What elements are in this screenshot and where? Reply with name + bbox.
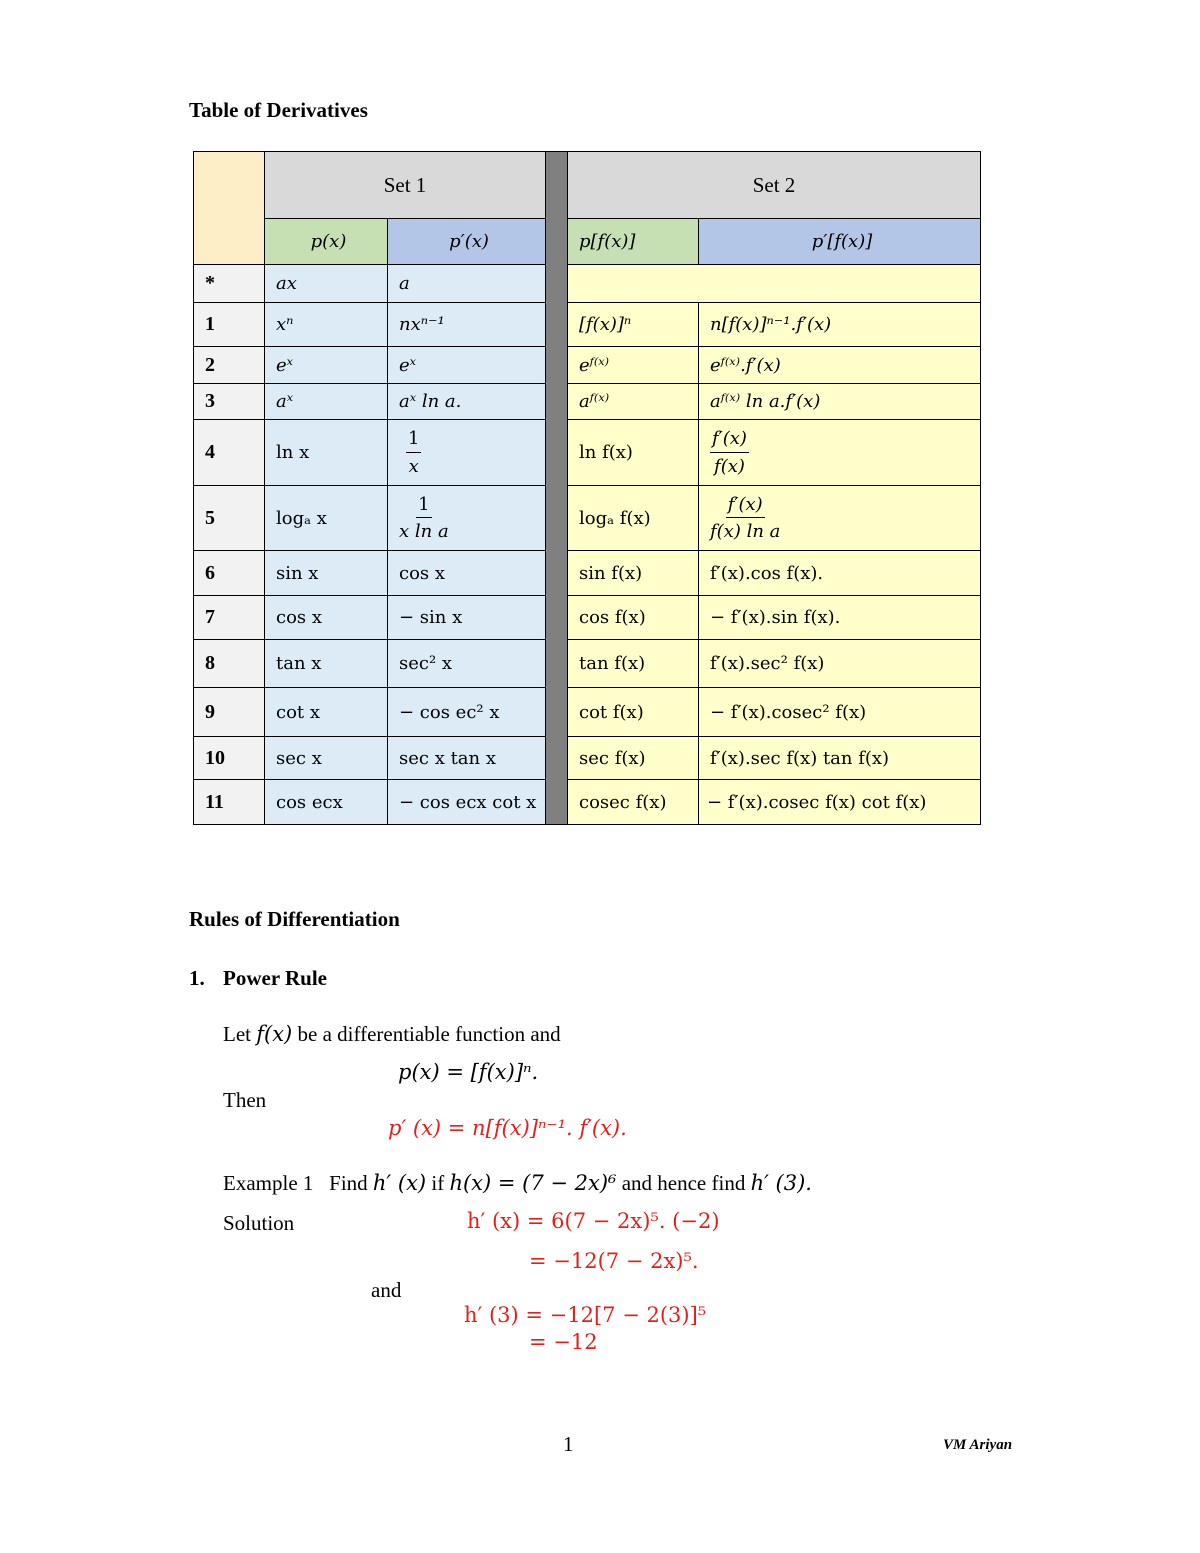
row-number: 2: [194, 347, 265, 384]
power-rule-formula: p′ (x) = n[f(x)]ⁿ⁻¹. f′(x).: [388, 1116, 627, 1140]
cell-dp: cos x: [388, 551, 546, 596]
cell-pf: sin f(x): [568, 551, 699, 596]
fraction-numerator: 1: [416, 493, 431, 518]
table-row: [194, 737, 981, 780]
fraction-denominator: x ln a: [399, 521, 449, 542]
cell-pf: sec f(x): [568, 737, 699, 780]
table-row: [194, 420, 981, 486]
corner-cell: [194, 152, 265, 265]
cell-dp: sec² x: [388, 640, 546, 688]
solution-step-1: h′ (x) = 6(7 − 2x)⁵. (−2): [467, 1209, 720, 1233]
cell-dpf: [699, 420, 981, 486]
power-rule-definition: p(x) = [f(x)]ⁿ.: [398, 1060, 539, 1084]
table-row: [194, 384, 981, 420]
cell-dp: aˣ ln a.: [388, 384, 546, 420]
cell-p: cot x: [265, 688, 388, 737]
fraction: [399, 493, 449, 544]
cell-dpf: [699, 486, 981, 551]
col-header-dpf: p′[f(x)]: [699, 219, 981, 265]
fraction-numerator: f′(x): [726, 493, 765, 518]
cell-p: cos x: [265, 596, 388, 640]
let-rest: be a differentiable function and: [297, 1022, 561, 1046]
let-fx: f(x): [256, 1022, 293, 1046]
cell-dp: [388, 420, 546, 486]
cell-dpf: − f′(x).cosec f(x) cot f(x): [699, 780, 981, 825]
cell-dp: eˣ: [388, 347, 546, 384]
example-find: Find: [329, 1171, 368, 1195]
row-number: 5: [194, 486, 265, 551]
example-line: [223, 1171, 812, 1196]
solution-step-4: = −12: [529, 1330, 598, 1354]
page-number: 1: [563, 1432, 574, 1456]
cell-dpf: f′(x).sec² f(x): [699, 640, 981, 688]
cell-p: ln x: [265, 420, 388, 486]
table-row: [194, 688, 981, 737]
table-header-col-row: [194, 219, 981, 265]
solution-step-2: = −12(7 − 2x)⁵.: [529, 1249, 699, 1273]
fraction-numerator: f′(x): [710, 427, 749, 452]
table-row: [194, 640, 981, 688]
cell-p: sec x: [265, 737, 388, 780]
table-row: [194, 303, 981, 347]
table-header-set-row: [194, 152, 981, 219]
row-number: 10: [194, 737, 265, 780]
rules-heading: Rules of Differentiation: [189, 907, 400, 931]
row-number: 3: [194, 384, 265, 420]
cell-dp: − cos ec² x: [388, 688, 546, 737]
row-number: 11: [194, 780, 265, 825]
set1-header: Set 1: [265, 152, 546, 219]
fraction-numerator: 1: [406, 427, 421, 452]
example-hence: and hence find: [621, 1171, 746, 1195]
cell-p: aˣ: [265, 384, 388, 420]
cell-pf: ln f(x): [568, 420, 699, 486]
cell-pf: cos f(x): [568, 596, 699, 640]
then-label: Then: [223, 1088, 267, 1112]
cell-dp: − cos ecx cot x: [388, 780, 546, 825]
table-row: [194, 551, 981, 596]
table-row: [194, 780, 981, 825]
set2-header: Set 2: [568, 152, 981, 219]
fraction: [710, 493, 780, 544]
cell-dpf: f′(x).sec f(x) tan f(x): [699, 737, 981, 780]
table-heading: Table of Derivatives: [189, 98, 368, 122]
cell-pf: aᶠ⁽ˣ⁾: [568, 384, 699, 420]
fraction-denominator: f(x): [714, 455, 745, 477]
table-row: [194, 265, 981, 303]
example-if: if: [431, 1171, 445, 1195]
cell-p: eˣ: [265, 347, 388, 384]
power-rule-heading: [189, 966, 327, 991]
derivatives-table: [193, 151, 981, 825]
cell-dpf: − f′(x).cosec² f(x): [699, 688, 981, 737]
cell-pf: logₐ f(x): [568, 486, 699, 551]
example-h-def: h(x) = (7 − 2x)⁶: [449, 1171, 617, 1195]
cell-pf: cot f(x): [568, 688, 699, 737]
power-rule-title: Power Rule: [223, 966, 328, 990]
cell-dp: − sin x: [388, 596, 546, 640]
row-number: 4: [194, 420, 265, 486]
cell-pf: tan f(x): [568, 640, 699, 688]
fraction-denominator: f(x) ln a: [710, 521, 781, 542]
author-signature: VM Ariyan: [943, 1437, 1013, 1453]
col-header-pf: p[f(x)]: [568, 219, 699, 265]
cell-p: tan x: [265, 640, 388, 688]
row-number: 9: [194, 688, 265, 737]
cell-p: xⁿ: [265, 303, 388, 347]
let-word: Let: [223, 1022, 251, 1046]
cell-dp: sec x tan x: [388, 737, 546, 780]
cell-empty: [568, 265, 981, 303]
let-line: [223, 1022, 561, 1047]
table-row: [194, 596, 981, 640]
cell-dpf: f′(x).cos f(x).: [699, 551, 981, 596]
cell-p: cos ecx: [265, 780, 388, 825]
cell-dp: [388, 486, 546, 551]
table-row: [194, 347, 981, 384]
example-h-prime-3: h′ (3).: [750, 1171, 812, 1195]
and-label: and: [371, 1278, 402, 1302]
col-header-dp: p′(x): [388, 219, 546, 265]
cell-pf: [f(x)]ⁿ: [568, 303, 699, 347]
cell-dp: a: [388, 265, 546, 303]
cell-dpf: − f′(x).sin f(x).: [699, 596, 981, 640]
row-number: 1: [194, 303, 265, 347]
cell-p: sin x: [265, 551, 388, 596]
cell-p: logₐ x: [265, 486, 388, 551]
cell-p: ax: [265, 265, 388, 303]
cell-pf: eᶠ⁽ˣ⁾: [568, 347, 699, 384]
example-h-prime: h′ (x): [372, 1171, 427, 1195]
table-row: [194, 486, 981, 551]
col-header-p: p(x): [265, 219, 388, 265]
cell-dpf: n[f(x)]ⁿ⁻¹.f′(x): [699, 303, 981, 347]
example-label: Example 1: [223, 1171, 314, 1195]
fraction: [406, 427, 421, 478]
cell-dpf: eᶠ⁽ˣ⁾.f′(x): [699, 347, 981, 384]
cell-dpf: aᶠ⁽ˣ⁾ ln a.f′(x): [699, 384, 981, 420]
row-number: 8: [194, 640, 265, 688]
row-number: 6: [194, 551, 265, 596]
fraction-denominator: x: [408, 455, 419, 477]
cell-dp: nxⁿ⁻¹: [388, 303, 546, 347]
cell-pf: cosec f(x): [568, 780, 699, 825]
solution-step-3: h′ (3) = −12[7 − 2(3)]⁵: [464, 1303, 707, 1327]
row-number: 7: [194, 596, 265, 640]
set-separator: [546, 152, 568, 825]
power-rule-number: 1.: [189, 966, 205, 990]
fraction: [710, 427, 749, 478]
solution-label: Solution: [223, 1211, 295, 1235]
row-number: *: [194, 265, 265, 303]
